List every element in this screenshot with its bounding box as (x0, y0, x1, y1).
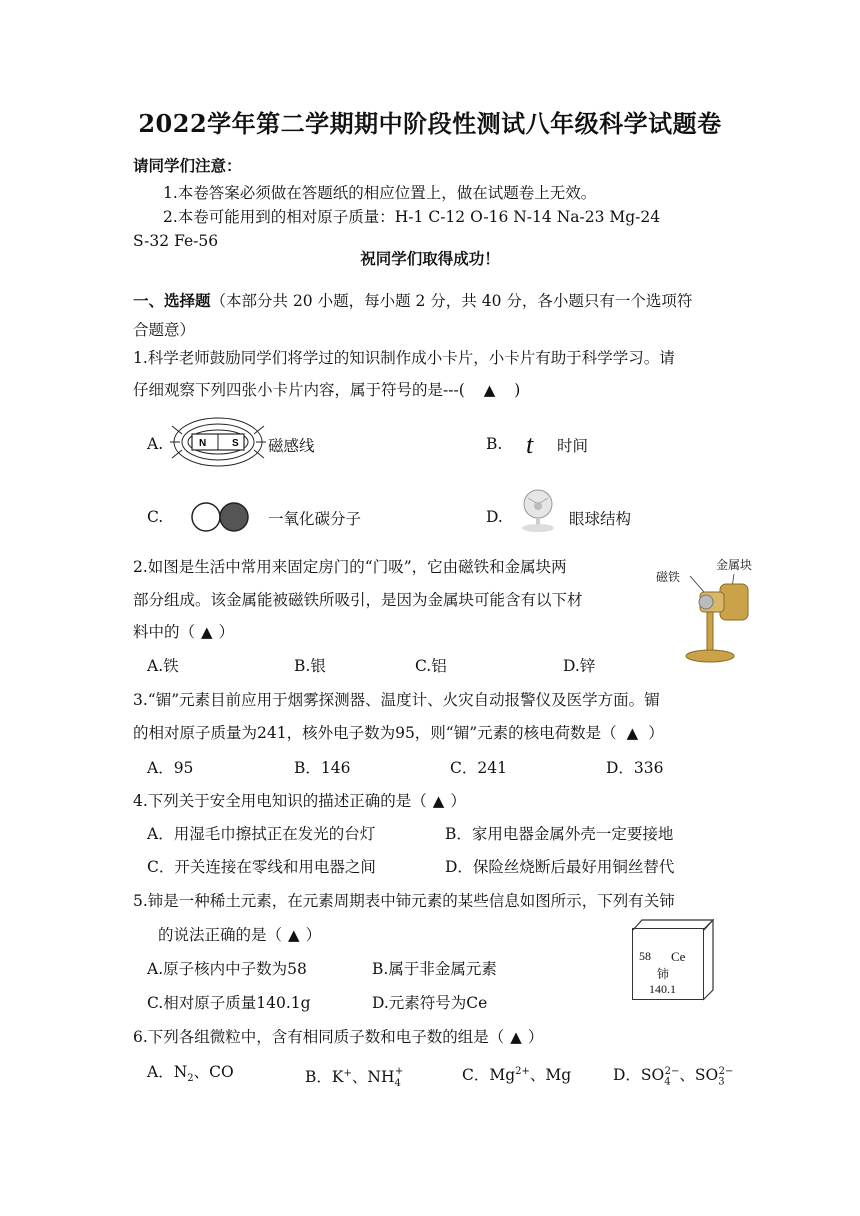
door-stop-image (676, 570, 756, 666)
notice-item-2-line2: S-32 Fe-56 (133, 232, 219, 250)
q6-close: ） (527, 1028, 544, 1046)
answer-mark: ▲ (288, 926, 300, 944)
q6-option-a (147, 1062, 234, 1089)
eyeball-model-icon (515, 486, 561, 534)
q1-option-b-letter: B. (486, 435, 503, 453)
q6-d-mid: 、SO (679, 1066, 719, 1085)
q2-line3 (133, 622, 234, 642)
wish-text: 祝同学们取得成功！ (360, 249, 500, 268)
q5-option-b: B.属于非金属元素 (372, 960, 497, 978)
q1-option-d-label: 眼球结构 (569, 510, 632, 528)
answer-mark: ▲ (483, 381, 496, 399)
element-number: 58 (639, 949, 651, 963)
q6-a-sub: 2 (187, 1073, 194, 1085)
q4-line1 (133, 791, 466, 811)
q5-option-a: A.原子核内中子数为58 (147, 960, 307, 978)
q2-image-label-magnet: 磁铁 (656, 570, 681, 584)
q5-stem: 的说法正确的是（ (158, 926, 283, 944)
q1-option-a-label: 磁感线 (268, 437, 315, 455)
q4-option-b: B．家用电器金属外壳一定要接地 (445, 825, 674, 843)
q6-a-prefix: A．N (147, 1063, 188, 1081)
q4-option-a: A．用湿毛巾擦拭正在发光的台灯 (147, 825, 376, 843)
q3-line1: 3.“镅”元素目前应用于烟雾探测器、温度计、火灾自动报警仪及医学方面。镅 (133, 691, 660, 709)
q1-option-b-symbol: t (526, 430, 534, 459)
page-title: 2022学年第二学期期中阶段性测试八年级科学试题卷 (138, 109, 722, 138)
q4-option-d: D．保险丝烧断后最好用铜丝替代 (445, 858, 675, 876)
q6-a-rest: 、CO (193, 1063, 234, 1081)
q2-image-label-metal: 金属块 (716, 558, 753, 572)
svg-text:S: S (232, 438, 239, 449)
notice-item-2-line1: 2.本卷可能用到的相对原子质量：H-1 C-12 O-16 N-14 Na-23 Mg-24 (163, 208, 661, 226)
q6-d-prefix: D．SO (613, 1066, 665, 1085)
q2-option-a: A.铁 (147, 657, 179, 675)
svg-text:N: N (199, 438, 207, 449)
co-molecule-icon (190, 501, 252, 533)
q6-option-c (462, 1062, 571, 1085)
q6-d-sup2: 2− (718, 1066, 734, 1077)
q1-option-c-letter: C. (147, 508, 164, 526)
element-name: 铈 (657, 967, 670, 981)
q5-line2 (158, 925, 321, 945)
q6-b-sup: + (343, 1067, 352, 1079)
q4-stem: 4.下列关于安全用电知识的描述正确的是（ (133, 792, 427, 810)
tile-side-face-icon (702, 919, 714, 1001)
q1-stem: 仔细观察下列四张小卡片内容，属于符号的是---( (133, 381, 465, 399)
q5-close: ） (305, 926, 322, 944)
q3-option-b: B．146 (294, 759, 351, 777)
q1-line1: 1.科学老师鼓励同学们将学过的知识制作成小卡片，小卡片有助于科学学习。请 (133, 349, 675, 367)
answer-mark: ▲ (510, 1028, 522, 1046)
notice-heading: 请同学们注意： (133, 156, 242, 175)
q6-b-sub: 4 (394, 1078, 401, 1090)
q3-option-d: D．336 (606, 759, 664, 777)
q1-option-c-label: 一氧化碳分子 (268, 510, 362, 528)
answer-mark: ▲ (626, 724, 639, 742)
q3-stem: 的相对原子质量为241，核外电子数为95，则“镅”元素的核电荷数是（ (133, 724, 617, 742)
notice-item-1: 1.本卷答案必须做在答题纸的相应位置上，做在试题卷上无效。 (163, 184, 597, 202)
q6-d-sub1: 4 (664, 1076, 671, 1088)
q5-line1: 5.铈是一种稀土元素，在元素周期表中铈元素的某些信息如图所示，下列有关铈 (133, 892, 675, 910)
q6-b-mid: 、NH (351, 1068, 395, 1086)
q2-option-c: C.铝 (415, 657, 447, 675)
q2-line1: 2.如图是生活中常用来固定房门的“门吸”，它由磁铁和金属块两 (133, 558, 567, 576)
q6-c-prefix: C．Mg (462, 1066, 516, 1085)
element-tile (632, 928, 704, 1000)
q6-stem: 6.下列各组微粒中，含有相同质子数和电子数的组是（ (133, 1028, 505, 1046)
q4-option-c: C．开关连接在零线和用电器之间 (147, 858, 376, 876)
q6-b-prefix: B．K (305, 1068, 344, 1086)
q5-option-c: C.相对原子质量140.1g (147, 994, 311, 1012)
q6-d-sup1: 2− (664, 1066, 680, 1077)
q4-close: ） (450, 792, 466, 810)
answer-mark: ▲ (201, 623, 213, 641)
q3-option-a: A．95 (147, 759, 194, 777)
section-heading (133, 291, 692, 311)
q6-c-sup: 2+ (515, 1066, 530, 1077)
q6-option-b (305, 1062, 403, 1094)
q6-b-sup2: + (394, 1066, 404, 1077)
q6-d-sub2: 3 (718, 1076, 725, 1088)
q6-line1 (133, 1027, 543, 1047)
q2-option-d: D.锌 (563, 657, 596, 675)
q1-option-a-letter: A. (147, 435, 164, 453)
section-title: 一、选择题 (133, 291, 211, 310)
element-mass: 140.1 (649, 982, 676, 996)
element-symbol: Ce (671, 949, 686, 964)
q5-option-d: D.元素符号为Ce (372, 994, 488, 1012)
answer-mark: ▲ (432, 792, 445, 810)
section-desc-1: （本部分共 20 小题，每小题 2 分，共 40 分，各小题只有一个选项符 (210, 292, 693, 310)
q6-option-d (613, 1062, 733, 1092)
q1-option-b-label: 时间 (557, 437, 589, 455)
q3-option-c: C．241 (450, 759, 507, 777)
q2-close: ） (218, 623, 235, 641)
magnetic-field-lines-icon (170, 412, 266, 472)
q1-line2 (133, 380, 520, 400)
q3-line2 (133, 723, 664, 743)
q1-close: ) (514, 381, 521, 399)
q1-option-d-letter: D. (486, 508, 503, 526)
q2-line2: 部分组成。该金属能被磁铁所吸引，是因为金属块可能含有以下材 (133, 591, 583, 609)
q3-close: ） (648, 724, 664, 742)
q2-option-b: B.银 (294, 657, 326, 675)
q2-stem: 料中的（ (133, 623, 196, 641)
q6-c-rest: 、Mg (529, 1066, 572, 1085)
section-desc-2: 合题意） (133, 321, 196, 339)
